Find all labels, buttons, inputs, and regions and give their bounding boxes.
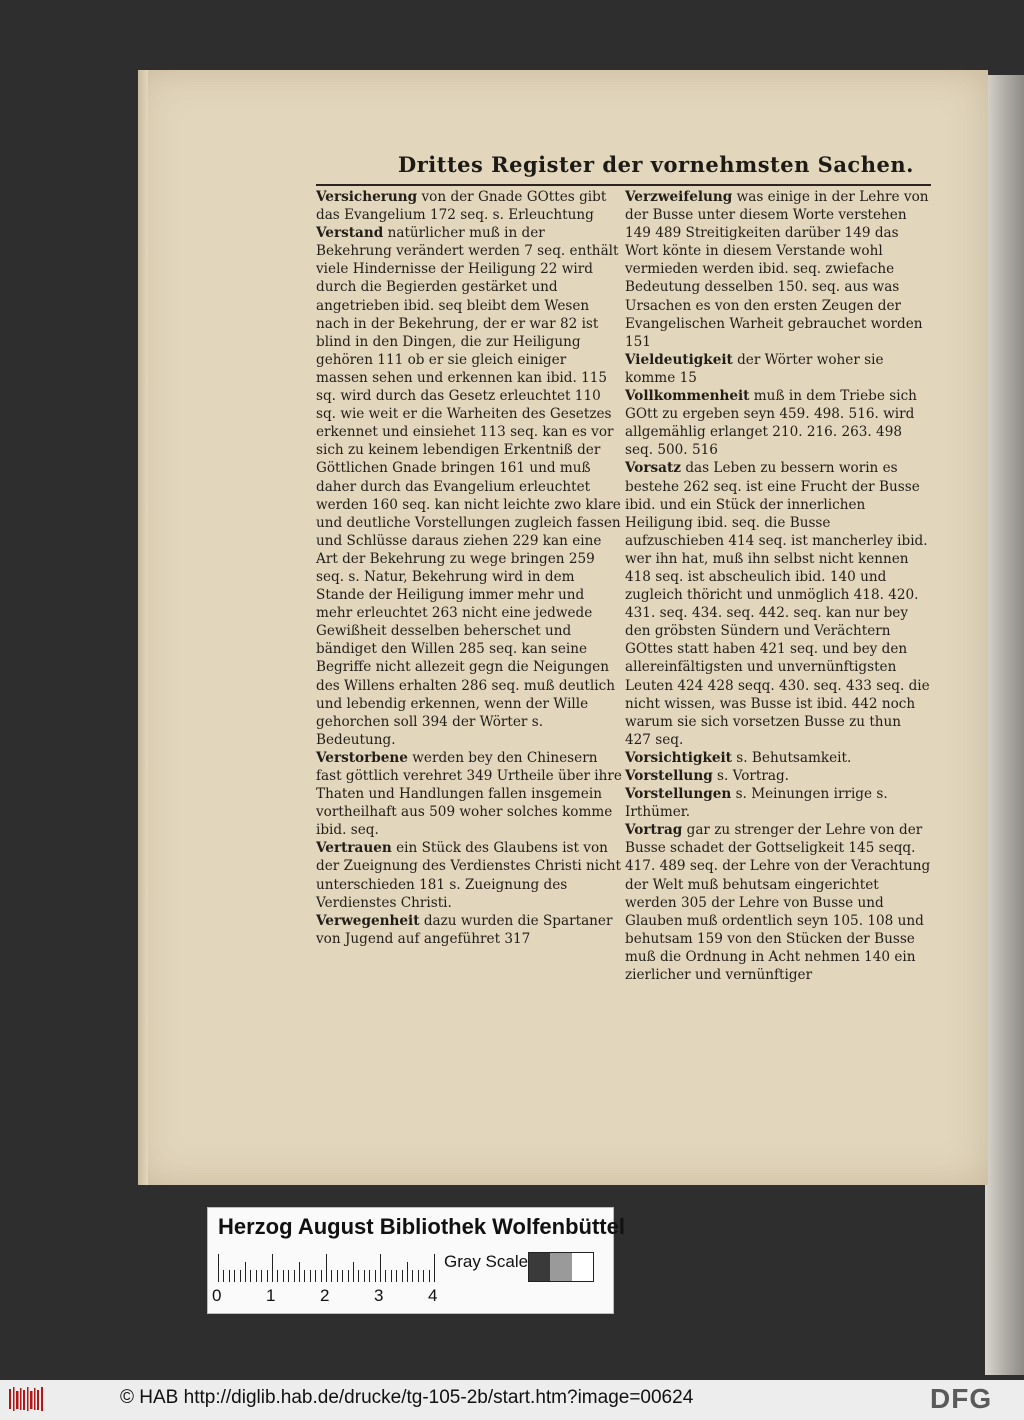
index-references: werden bey den Chinesern fast göttlich verehret 349 Urtheile über ihre Thaten und Handlungen fallen insgemein vortheilhaft aus 509 woher solches komme ibid. seq.	[316, 749, 622, 839]
index-entry	[316, 839, 622, 911]
ruler-tick	[353, 1262, 354, 1282]
index-entry	[625, 749, 931, 767]
ruler-tick	[218, 1254, 219, 1282]
gray-scale-label: Gray Scale	[444, 1252, 529, 1271]
header-rule	[316, 184, 931, 186]
ruler-tick	[348, 1270, 349, 1282]
ruler-tick	[304, 1270, 305, 1282]
ruler-tick	[412, 1270, 413, 1282]
index-column-left	[316, 188, 622, 948]
running-header: Drittes Register der vornehmsten Sachen.	[398, 152, 914, 177]
index-entry	[625, 351, 931, 387]
ruler-number: 0	[212, 1286, 222, 1305]
gray-swatch-dark	[529, 1253, 550, 1281]
gray-swatch-light	[572, 1253, 593, 1281]
ruler-tick	[326, 1254, 327, 1282]
library-color-target-card	[207, 1207, 625, 1314]
index-references: von der Gnade GOttes gibt das Evangelium 172 seq. s. Erleuchtung	[316, 189, 607, 224]
index-headword: Vorstellungen	[625, 786, 732, 803]
ruler-tick	[391, 1270, 392, 1282]
ruler-tick	[369, 1270, 370, 1282]
index-entry	[625, 785, 931, 821]
index-headword: Vertrauen	[316, 840, 392, 857]
index-references: ein Stück des Glaubens ist von der Zueignung des Verdienstes Christi nicht unterschieden 181 s. Zueignung des Verdienstes Christi.	[316, 840, 621, 911]
page-gutter-shadow	[138, 70, 148, 1185]
barcode-icon	[8, 1385, 46, 1413]
ruler-tick	[321, 1270, 322, 1282]
ruler-tick	[288, 1270, 289, 1282]
ruler-tick	[277, 1270, 278, 1282]
index-entry	[316, 188, 622, 224]
index-references: s. Meinungen irrige s. Irthümer.	[625, 786, 888, 821]
index-entry	[625, 821, 931, 984]
ruler-tick	[402, 1270, 403, 1282]
ruler-number: 4	[428, 1286, 438, 1305]
gray-scale-swatches	[528, 1252, 594, 1282]
ruler-tick	[250, 1270, 251, 1282]
ruler-tick	[358, 1270, 359, 1282]
ruler-tick	[423, 1270, 424, 1282]
index-references: gar zu strenger der Lehre von der Busse schadet der Gottseligkeit 145 seqq. 417. 489 seq. der Lehre von der Verachtung der Welt muß behutsam eingerichtet werden 305 der Lehre von Busse und Glauben muß ordentlich seyn 105. 108 und behutsam 159 von den Stücken der Busse muß die Ordnung in Acht nehmen 140 ein zierlicher und vernünftiger	[625, 822, 931, 984]
ruler-tick	[261, 1270, 262, 1282]
ruler-tick	[380, 1254, 381, 1282]
ruler-tick	[434, 1254, 435, 1282]
ruler-number: 3	[374, 1286, 384, 1305]
ruler-tick	[310, 1270, 311, 1282]
index-entry	[625, 188, 931, 351]
ruler-tick	[342, 1270, 343, 1282]
ruler-tick	[429, 1270, 430, 1282]
index-entry	[625, 459, 931, 749]
index-headword: Vortrag	[625, 822, 683, 839]
ruler-tick	[396, 1270, 397, 1282]
ruler-number: 2	[320, 1286, 330, 1305]
ruler-tick	[418, 1270, 419, 1282]
ruler-tick	[234, 1270, 235, 1282]
index-headword: Verstorbene	[316, 749, 408, 766]
ruler-tick	[385, 1270, 386, 1282]
index-headword: Vorsichtigkeit	[625, 749, 732, 766]
dfg-logo: DFG	[930, 1383, 993, 1414]
index-headword: Vorsatz	[625, 460, 681, 477]
index-entry	[316, 749, 622, 839]
index-headword: Vollkommenheit	[625, 388, 750, 405]
ruler-tick	[256, 1270, 257, 1282]
index-headword: Verwegenheit	[316, 912, 420, 929]
scale-ruler	[218, 1252, 440, 1282]
ruler-tick	[272, 1254, 273, 1282]
index-entry	[316, 912, 622, 948]
ruler-tick	[294, 1270, 295, 1282]
ruler-number: 1	[266, 1286, 276, 1305]
index-references: natürlicher muß in der Bekehrung verändert werden 7 seq. enthält viele Hindernisse der Heiligung 22 wird durch die Begierden gestärket und angetrieben ibid. seq bleibt dem Wesen nach in der Bekehrung, der er war 82 ist blind in den Dingen, die zur Heiligung gehören 111 ob er sie gleich einiger massen sehen und erkennen kan ibid. 115 sq. wird durch das Gesetz erleuchtet 110 sq. wie weit er die Warheiten des Gesetzes erkennet und einsiehet 113 seq. kan es vor sich zu keinem lebendigen Erkentniß der Göttlichen Gnade bringen 161 und muß daher durch das Evangelium erleuchtet werden 160 seq. kan nicht leichte zwo klare und deutliche Vorstellungen zugleich fassen und Schlüsse daraus ziehen 229 kan eine Art der Bekehrung zu wege bringen 259 seq. s. Natur, Bekehrung wird in dem Stande der Heiligung immer mehr und mehr erleuchtet 263 nicht eine jedwede Gewißheit desselben beherschet und bändiget den Willen 285 seq. kan seine Begriffe nicht allezeit gegn die Neigungen des Willens erhalten 286 seq. muß deutlich und lebendig erkennen, wenn der Wille gehorchen soll 394 der Wörter s. Bedeutung.	[316, 225, 621, 748]
ruler-tick	[223, 1270, 224, 1282]
index-references: s. Behutsamkeit.	[736, 749, 852, 766]
ruler-tick	[267, 1270, 268, 1282]
index-entry	[316, 224, 622, 749]
index-entry	[625, 387, 931, 459]
index-references: der Wörter woher sie komme 15	[625, 351, 884, 386]
index-headword: Vieldeutigkeit	[625, 351, 733, 368]
index-headword: Vorstellung	[625, 768, 713, 784]
ruler-tick	[364, 1270, 365, 1282]
index-references: das Leben zu bessern worin es bestehe 262 seq. ist eine Frucht der Busse ibid. und ein Stück der innerlichen Heiligung ibid. seq. die Busse aufzuschieben 414 seq. ist mancherley ibid. wer ihn hat, muß ihn selbst nicht kennen 418 seq. ist abscheulich ibid. 140 und zugleich thöricht und unmöglich 418. 420. 431. seq. 434. seq. 442. seq. kan nur bey den gröbsten Sündern und Verächtern GOttes statt haben 421 seq. und bey den allereinfältigsten und unvernünftigsten Leuten 424 428 seqq. 430. seq. 433 seq. die nicht wissen, was Busse ist ibid. 442 noch warum sie sich vorsetzen Busse zu thun 427 seq.	[625, 460, 930, 748]
ruler-tick	[245, 1262, 246, 1282]
index-column-right	[625, 188, 931, 984]
library-name: Herzog August Bibliothek Wolfenbüttel	[218, 1214, 625, 1239]
index-headword: Verstand	[316, 225, 384, 242]
ruler-tick	[407, 1262, 408, 1282]
gray-swatch-mid	[550, 1253, 571, 1281]
footer-copyright-link[interactable]: © HAB http://diglib.hab.de/drucke/tg-105-2b/start.htm?image=00624	[120, 1387, 694, 1408]
ruler-tick	[331, 1270, 332, 1282]
ruler-numbers	[212, 1286, 452, 1306]
index-entry	[625, 767, 931, 785]
ruler-tick	[240, 1270, 241, 1282]
ruler-tick	[315, 1270, 316, 1282]
index-references: was einige in der Lehre von der Busse unter diesem Worte verstehen 149 489 Streitigkeiten darüber 149 das Wort könte in diesem Verstande wohl vermieden werden ibid. seq. zwiefache Bedeutung desselben 150. seq. aus was Ursachen es von den ersten Zeugen der Evangelischen Warheit gebrauchet worden 151	[625, 189, 929, 350]
index-headword: Versicherung	[316, 189, 418, 205]
ruler-tick	[283, 1270, 284, 1282]
ruler-tick	[337, 1270, 338, 1282]
ruler-tick	[229, 1270, 230, 1282]
index-references: dazu wurden die Spartaner von Jugend auf angeführet 317	[316, 912, 613, 947]
ruler-tick	[299, 1262, 300, 1282]
adjacent-page-edge	[985, 75, 1024, 1375]
index-headword: Verzweifelung	[625, 189, 733, 205]
index-references: s. Vortrag.	[717, 768, 790, 784]
index-references: muß in dem Triebe sich GOtt zu ergeben seyn 459. 498. 516. wird allgemählig erlanget 210. 216. 263. 498 seq. 500. 516	[625, 388, 917, 459]
ruler-tick	[375, 1270, 376, 1282]
